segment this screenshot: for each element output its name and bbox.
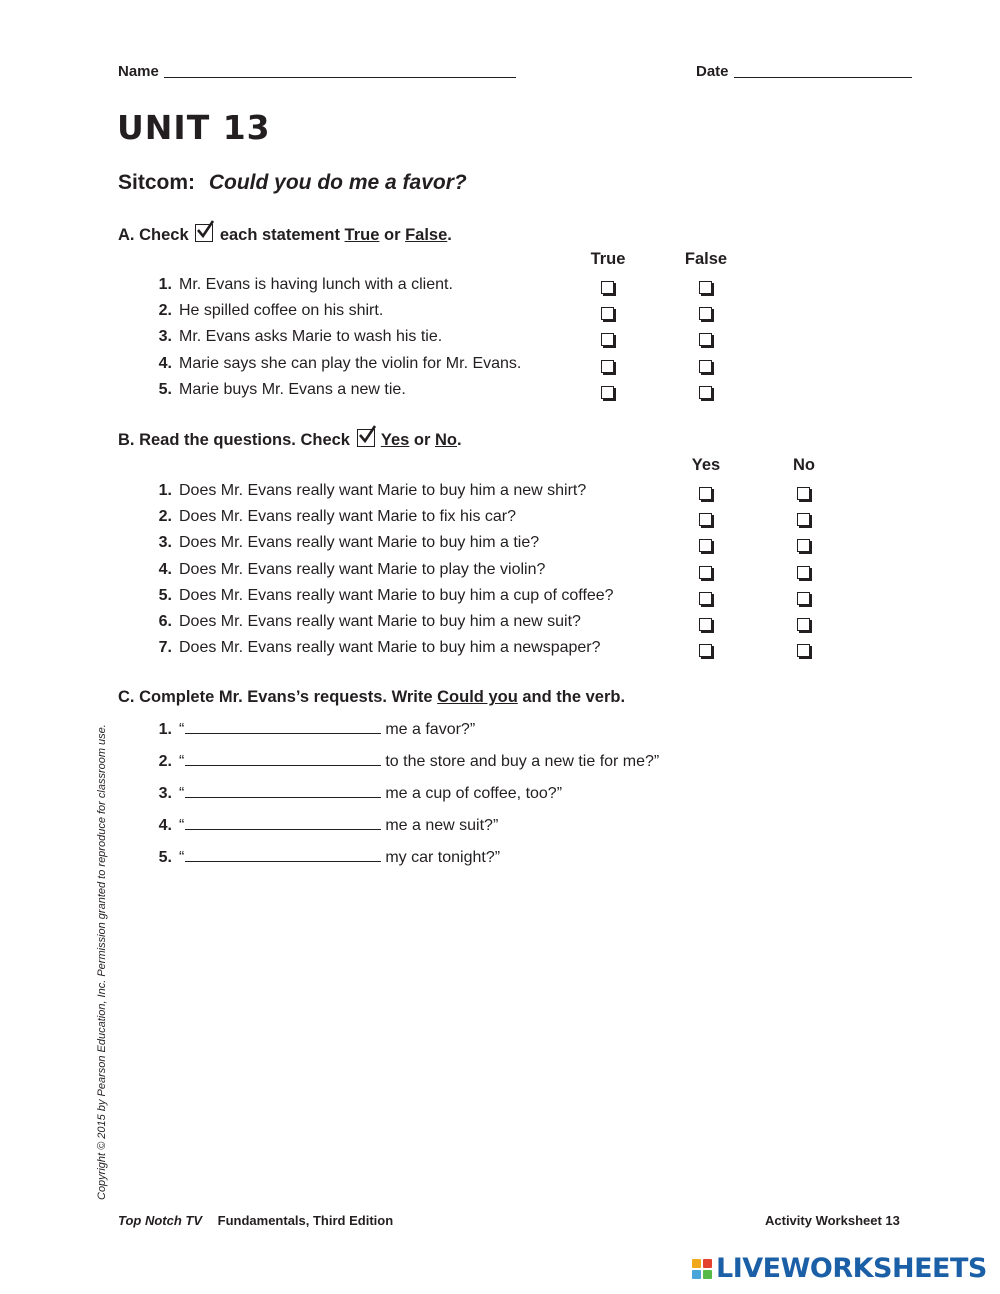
request-item [150,719,475,739]
yes-checkbox[interactable] [699,644,712,657]
no-checkbox[interactable] [797,513,810,526]
footer-series: Top Notch TV [118,1213,203,1228]
item-text: Does Mr. Evans really want Marie to buy him a tie? [179,534,540,552]
yes-checkbox[interactable] [699,539,712,552]
section-c-key: Could you [437,688,518,706]
name-label: Name [118,63,159,80]
checkmark-icon [357,429,375,447]
section-a-mid: each statement [219,226,340,244]
item-number: 2. [158,508,172,526]
logo-tile [692,1270,701,1279]
col-false-header: False [684,250,728,268]
false-checkbox[interactable] [699,386,712,399]
date-label: Date [696,63,729,80]
list-item [150,328,442,346]
answer-blank[interactable] [185,815,381,830]
item-number: 5. [158,586,172,604]
answer-blank[interactable] [185,783,381,798]
col-yes-header: Yes [691,456,721,474]
yes-checkbox[interactable] [699,566,712,579]
item-text: to the store and buy a new tie for me?” [385,753,660,770]
item-number: 1. [158,276,172,293]
item-number: 3. [158,785,172,802]
section-b-letter: B. [118,431,135,449]
item-text: Marie says she can play the violin for Mr. Evans. [179,354,522,372]
section-c-letter: C. [118,688,135,706]
section-c-post: and the verb. [522,688,626,706]
item-number: 3. [158,534,172,552]
yes-checkbox[interactable] [699,592,712,605]
sitcom-label: Sitcom: [118,171,196,194]
item-text: He spilled coffee on his shirt. [179,302,384,320]
no-checkbox[interactable] [797,592,810,605]
footer-edition: Fundamentals, Third Edition [217,1213,394,1228]
logo-tiles-icon [692,1259,712,1279]
list-item [150,587,614,605]
request-item [150,783,562,803]
item-number: 2. [158,753,172,770]
list-item [150,508,516,526]
section-c-pre: Complete Mr. Evans’s requests. Write [139,688,433,706]
list-item [150,482,586,500]
item-text: Does Mr. Evans really want Marie to buy him a newspaper? [179,639,601,657]
item-text: Marie buys Mr. Evans a new tie. [179,380,406,398]
list-item [150,355,521,373]
section-b-or: or [413,431,431,449]
no-checkbox[interactable] [797,539,810,552]
section-a-instructions [118,224,452,245]
no-checkbox[interactable] [797,644,810,657]
item-text: Does Mr. Evans really want Marie to fix his car? [179,508,517,526]
no-checkbox[interactable] [797,487,810,500]
section-a-or: or [384,226,401,244]
date-input-line[interactable] [734,77,912,78]
section-b-pre: Read the questions. Check [139,431,350,449]
item-number: 4. [158,354,172,372]
section-a-letter: A. [118,226,135,244]
logo-text: LIVEWORKSHEETS [716,1253,987,1284]
item-number: 5. [158,380,172,398]
section-b-no: No [435,431,458,449]
item-number: 7. [158,639,172,657]
open-quote: “ [179,721,185,738]
item-number: 3. [158,328,172,346]
section-b-yes: Yes [380,431,410,449]
item-text: Does Mr. Evans really want Marie to play the violin? [179,560,546,578]
item-text: Does Mr. Evans really want Marie to buy him a new suit? [179,613,581,630]
section-c-instructions [118,688,625,707]
open-quote: “ [179,753,185,770]
footer-left [118,1213,393,1228]
list-item [150,639,601,657]
sitcom-title: Could you do me a favor? [208,171,467,194]
answer-blank[interactable] [185,719,381,734]
col-no-header: No [793,456,815,474]
item-number: 1. [158,721,172,738]
list-item [150,613,581,631]
logo-tile [692,1259,701,1268]
open-quote: “ [179,849,185,866]
section-a-false: False [405,226,448,244]
open-quote: “ [179,785,185,802]
true-checkbox[interactable] [601,360,614,373]
false-checkbox[interactable] [699,281,712,294]
true-checkbox[interactable] [601,386,614,399]
section-b-instructions [118,429,462,450]
true-checkbox[interactable] [601,307,614,320]
checkmark-icon [195,224,213,242]
answer-blank[interactable] [185,847,381,862]
item-number: 2. [158,302,172,320]
section-a-true: True [344,226,380,244]
section-b-end: . [457,431,462,449]
logo-tile [703,1270,712,1279]
section-a-pre: Check [139,226,189,244]
sitcom-heading [118,171,467,195]
list-item [150,534,539,552]
false-checkbox[interactable] [699,333,712,346]
footer-worksheet: Activity Worksheet 13 [765,1213,900,1228]
list-item [150,561,545,579]
name-input-line[interactable] [164,77,516,78]
yes-checkbox[interactable] [699,487,712,500]
false-checkbox[interactable] [699,360,712,373]
answer-blank[interactable] [185,751,381,766]
open-quote: “ [179,817,185,834]
yes-checkbox[interactable] [699,618,712,631]
liveworksheets-logo [692,1253,987,1284]
item-text: Mr. Evans is having lunch with a client. [179,276,453,293]
item-text: my car tonight?” [385,849,501,866]
list-item [150,302,383,320]
true-checkbox[interactable] [601,333,614,346]
no-checkbox[interactable] [797,618,810,631]
true-checkbox[interactable] [601,281,614,294]
col-true-header: True [590,250,626,268]
list-item [150,276,453,294]
item-number: 5. [158,849,172,866]
item-number: 6. [158,613,172,630]
copyright-notice: Copyright © 2015 by Pearson Education, Inc. Permission granted to reproduce for classroom use. [96,724,108,1200]
list-item [150,381,406,399]
request-item [150,751,659,771]
item-number: 1. [158,482,172,499]
item-text: me a new suit?” [385,817,499,834]
no-checkbox[interactable] [797,566,810,579]
unit-title: UNIT 13 [117,108,271,147]
item-text: Mr. Evans asks Marie to wash his tie. [179,328,443,346]
item-text: Does Mr. Evans really want Marie to buy him a cup of coffee? [179,586,614,604]
item-number: 4. [158,560,172,578]
item-text: Does Mr. Evans really want Marie to buy him a new shirt? [179,482,587,499]
request-item [150,815,498,835]
request-item [150,847,500,867]
yes-checkbox[interactable] [699,513,712,526]
item-text: me a favor?” [385,721,476,738]
section-a-end: . [447,226,452,244]
item-number: 4. [158,817,172,834]
false-checkbox[interactable] [699,307,712,320]
logo-tile [703,1259,712,1268]
item-text: me a cup of coffee, too?” [385,785,563,802]
